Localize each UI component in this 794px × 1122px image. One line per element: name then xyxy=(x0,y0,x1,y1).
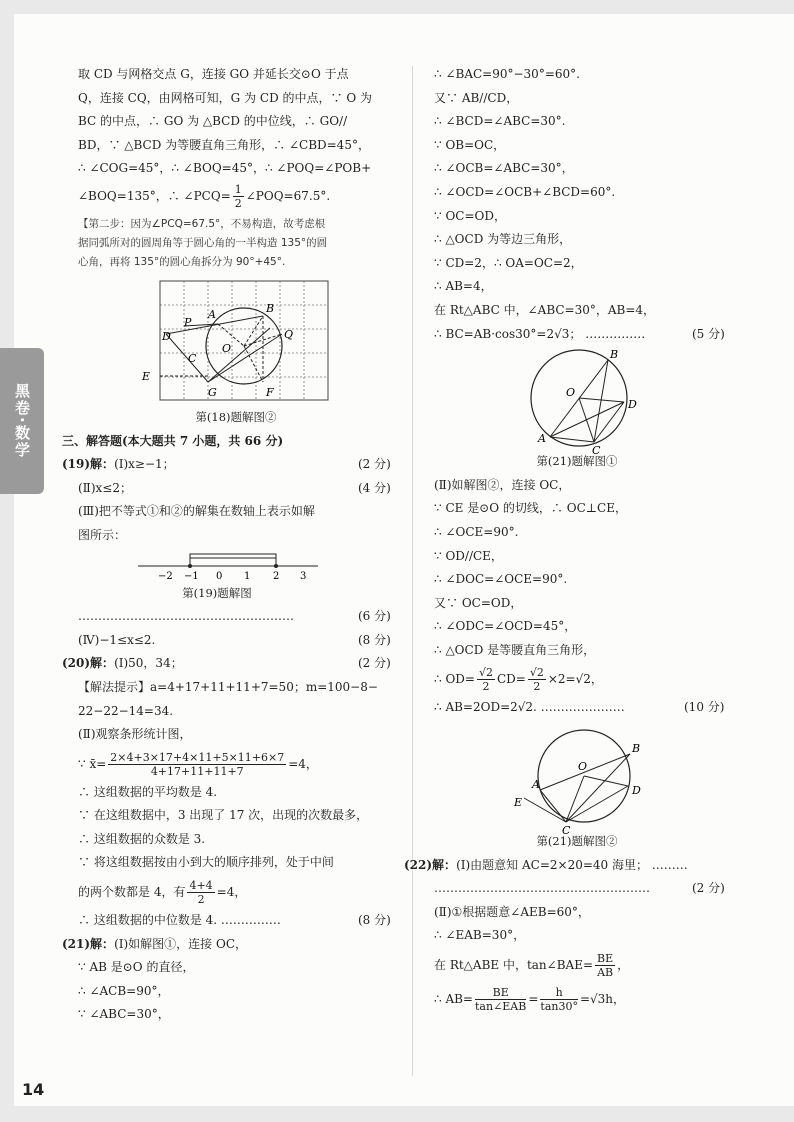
q22-line: ……………………………………………… (2 分) xyxy=(434,877,734,901)
fig21a-label-D: D xyxy=(628,398,637,412)
q22-line: (Ⅱ)①根据题意∠AEB=60°， xyxy=(434,904,590,919)
section-heading: 三、解答题(本大题共 7 小题，共 66 分) xyxy=(62,433,284,448)
figure-21-1-caption: 第(21)题解图① xyxy=(536,454,618,469)
q20-line: ∴ 这组数据的中位数是 4. …………… (8 分) xyxy=(78,909,400,933)
axis-tick: −2 xyxy=(158,570,173,582)
text-line: ∴ ∠ODC=∠OCD=45°， xyxy=(434,619,577,634)
q22-tan-line: 在 Rt△ABE 中，tan∠BAE= $\frac{BE}{AB}$ ， xyxy=(434,952,630,980)
fig18-label-D: D xyxy=(162,329,171,343)
question-number: (22)解： xyxy=(404,857,457,872)
number-line xyxy=(78,548,400,582)
fraction: $\frac{√2}{2}$ xyxy=(478,666,493,694)
fig21a-label-O: O xyxy=(566,386,576,400)
text-line xyxy=(78,181,400,211)
fig18-label-B: B xyxy=(266,301,275,315)
q20-line: ∴ 这组数据的平均数是 4. xyxy=(78,784,218,799)
text-line: ∵ CE 是⊙O 的切线，∴ OC⊥CE， xyxy=(434,501,627,516)
figure-21-1 xyxy=(434,346,734,458)
fig18-label-P: P xyxy=(184,315,192,329)
solution-note xyxy=(78,215,400,272)
fig21b-label-E: E xyxy=(514,796,523,810)
fig21b-label-O: O xyxy=(578,760,588,774)
q19-line: (Ⅱ)x≤2； (4 分) xyxy=(78,477,400,501)
side-tab-label: 黑卷·数学 xyxy=(13,383,31,459)
fig18-label-F: F xyxy=(266,385,274,399)
text-line: 在 Rt△ABC 中，∠ABC=30°，AB=4， xyxy=(434,302,656,317)
axis-tick: −1 xyxy=(184,570,199,582)
fig18-label-C: C xyxy=(188,351,197,365)
note-line: 【第二步：因为∠PCQ=67.5°，不易构造，故考虑根 xyxy=(78,217,326,230)
fraction: $\frac{2\times 4+3\times 17+4\times 11+5\times 11+6\times 7}{4+17+11+11+7}$ xyxy=(110,750,285,778)
text-line: ∴ AB=4， xyxy=(434,279,493,294)
page-number: 14 xyxy=(22,1080,45,1099)
figure-21-2-caption: 第(21)题解图② xyxy=(536,834,618,849)
text-line: ∵ OC=OD， xyxy=(434,208,506,223)
fraction: $\frac{1}{2}$ xyxy=(234,182,242,210)
text-line: BD，∵ △BCD 为等腰直角三角形，∴ ∠CBD=45°， xyxy=(78,137,370,152)
q20-line: ∴ 这组数据的众数是 3. xyxy=(78,831,206,846)
text-line: 又∵ OC=OD， xyxy=(434,595,523,610)
text-line: ∴ ∠DOC=∠OCE=90°. xyxy=(434,572,568,587)
q22-ab-line: ∴ AB= $\frac{BE}{\text{tan∠EAB}}$ = $\frac{h}{\tan 30^\circ}$ =√3h， xyxy=(434,986,626,1014)
fig18-label-E: E xyxy=(142,369,151,383)
fig18-label-Q: Q xyxy=(284,327,294,341)
fig21b-label-C: C xyxy=(562,824,571,838)
figure-18-grid xyxy=(78,276,400,406)
fig21a-label-C: C xyxy=(592,444,601,458)
q20-line: 22−22−14=34. xyxy=(78,703,174,718)
left-column xyxy=(62,63,400,1027)
axis-tick: 3 xyxy=(300,570,307,582)
text-line: BC 的中点，∴ GO 为 △BCD 的中位线，∴ GO// xyxy=(78,114,348,129)
question-number: (21)解： xyxy=(62,936,115,951)
q20-line: (20)解：(Ⅰ)50，34； (2 分) xyxy=(62,652,400,676)
text-segment: ∠POQ=67.5°. xyxy=(245,188,331,203)
score: (2 分) xyxy=(692,881,725,896)
score: (5 分) xyxy=(692,326,725,341)
q20-mean-line: ∵ x̄= $\frac{2\times 4+3\times 17+4\times 11+5\times 11+6\times 7}{4+17+11+11+7}$ =4， xyxy=(78,750,318,778)
text-segment: ∠BOQ=135°，∴ ∠PCQ= xyxy=(78,188,231,203)
note-line: 心角，再将 135°的圆心角拆分为 90°+45°. xyxy=(78,255,286,268)
fig21a-label-A: A xyxy=(538,432,546,446)
score: (8 分) xyxy=(358,632,391,647)
fig18-label-O: O xyxy=(222,341,232,355)
text-line: ∴ BC=AB·cos30°=2√3； …………… (5 分) xyxy=(434,323,734,347)
score: (10 分) xyxy=(684,700,725,715)
q20-median-line: 的两个数都是 4，有 $\frac{4+4}{2}$ =4， xyxy=(78,879,247,907)
q21-line: (21)解：(Ⅰ)如解图①，连接 OC， xyxy=(62,936,248,951)
q19-line: ……………………………………………… (6 分) xyxy=(78,605,400,629)
text-line: ∴ ∠OCE=90°. xyxy=(434,524,519,539)
fig21b-label-D: D xyxy=(632,784,641,798)
score: (2 分) xyxy=(358,457,391,472)
q21-line: ∵ AB 是⊙O 的直径， xyxy=(78,960,195,975)
text-line: ∴ △OCD 是等腰直角三角形， xyxy=(434,642,596,657)
text-line: ∴ ∠BAC=90°−30°=60°. xyxy=(434,67,580,81)
text-line: Q，连接 CQ，由网格可知，G 为 CD 的中点，∵ O 为 xyxy=(78,90,372,105)
q20-line: (Ⅱ)观察条形统计图， xyxy=(78,727,192,742)
figure-19-caption: 第(19)题解图 xyxy=(182,585,252,600)
fraction: $\frac{h}{\tan 30^\circ}$ xyxy=(540,986,578,1014)
text-line: ∴ ∠BCD=∠ABC=30°. xyxy=(434,114,566,129)
q21-line: ∴ ∠ACB=90°， xyxy=(78,983,170,998)
right-column xyxy=(404,63,734,1016)
text-line: ∵ CD=2，∴ OA=OC=2， xyxy=(434,255,583,270)
figure-21-2 xyxy=(434,726,734,838)
q22-line: (22)解：(Ⅰ)由题意知 AC=2×20=40 海里； ……… xyxy=(404,857,688,872)
fig21b-label-A: A xyxy=(532,778,540,792)
q20-line: ∵ 在这组数据中，3 出现了 17 次，出现的次数最多， xyxy=(78,808,369,823)
q22-line: ∴ ∠EAB=30°， xyxy=(434,928,526,943)
q20-line: ∵ 将这组数据按由小到大的顺序排列，处于中间 xyxy=(78,855,334,870)
column-divider xyxy=(412,66,413,1076)
fraction: $\frac{4+4}{2}$ xyxy=(189,879,213,907)
q19-line: (19)解：(Ⅰ)x≥−1； (2 分) xyxy=(62,453,400,477)
q19-line: (Ⅳ)−1≤x≤2. (8 分) xyxy=(78,629,400,653)
text-line: ∴ ∠COG=45°，∴ ∠BOQ=45°，∴ ∠POQ=∠POB+ xyxy=(78,161,372,176)
axis-tick: 0 xyxy=(216,570,223,582)
q20-line: 【解法提示】a=4+17+11+11+7=50；m=100−8− xyxy=(78,679,378,694)
axis-tick: 2 xyxy=(273,570,280,582)
fig21a-label-B: B xyxy=(610,348,619,362)
score: (8 分) xyxy=(358,913,391,928)
text-line: ∵ OB=OC， xyxy=(434,137,506,152)
text-line: ∴ AB=2OD=2√2. ………………… (10 分) xyxy=(434,696,734,720)
axis-tick: 1 xyxy=(244,570,251,582)
fraction: $\frac{BE}{\text{tan∠EAB}}$ xyxy=(475,986,527,1014)
note-line: 据同弧所对的圆周角等于圆心角的一半构造 135°的圆 xyxy=(78,236,328,249)
q19-line: (Ⅲ)把不等式①和②的解集在数轴上表示如解 xyxy=(78,504,315,519)
fig21b-label-B: B xyxy=(632,742,641,756)
od-line: ∴ OD= $\frac{√2}{2}$ CD= $\frac{√2}{2}$ ×2=√2， xyxy=(434,666,603,694)
fraction: $\frac{BE}{AB}$ xyxy=(597,952,614,980)
score: (2 分) xyxy=(358,656,391,671)
fig18-label-G: G xyxy=(208,385,217,399)
text-line: ∴ ∠OCB=∠ABC=30°， xyxy=(434,161,574,176)
fraction: $\frac{√2}{2}$ xyxy=(529,666,544,694)
text-line: 又∵ AB//CD， xyxy=(434,90,519,105)
score: (6 分) xyxy=(358,609,391,624)
text-line: 取 CD 与网格交点 G，连接 GO 并延长交⊙O 于点 xyxy=(78,67,349,81)
figure-18-caption: 第(18)题解图② xyxy=(195,409,277,424)
text-line: (Ⅱ)如解图②，连接 OC， xyxy=(434,477,571,492)
side-tab xyxy=(0,348,44,494)
fig18-label-A: A xyxy=(208,307,216,321)
q21-line: ∵ ∠ABC=30°， xyxy=(78,1007,170,1022)
text-line: ∵ OD//CE， xyxy=(434,548,503,563)
question-number: (20)解： xyxy=(62,656,115,671)
q19-line: 图所示： xyxy=(78,527,127,542)
text-line: ∴ △OCD 为等边三角形， xyxy=(434,232,572,247)
text-line: ∴ ∠OCD=∠OCB+∠BCD=60°. xyxy=(434,184,616,199)
score: (4 分) xyxy=(358,480,391,495)
question-number: (19)解： xyxy=(62,457,115,472)
